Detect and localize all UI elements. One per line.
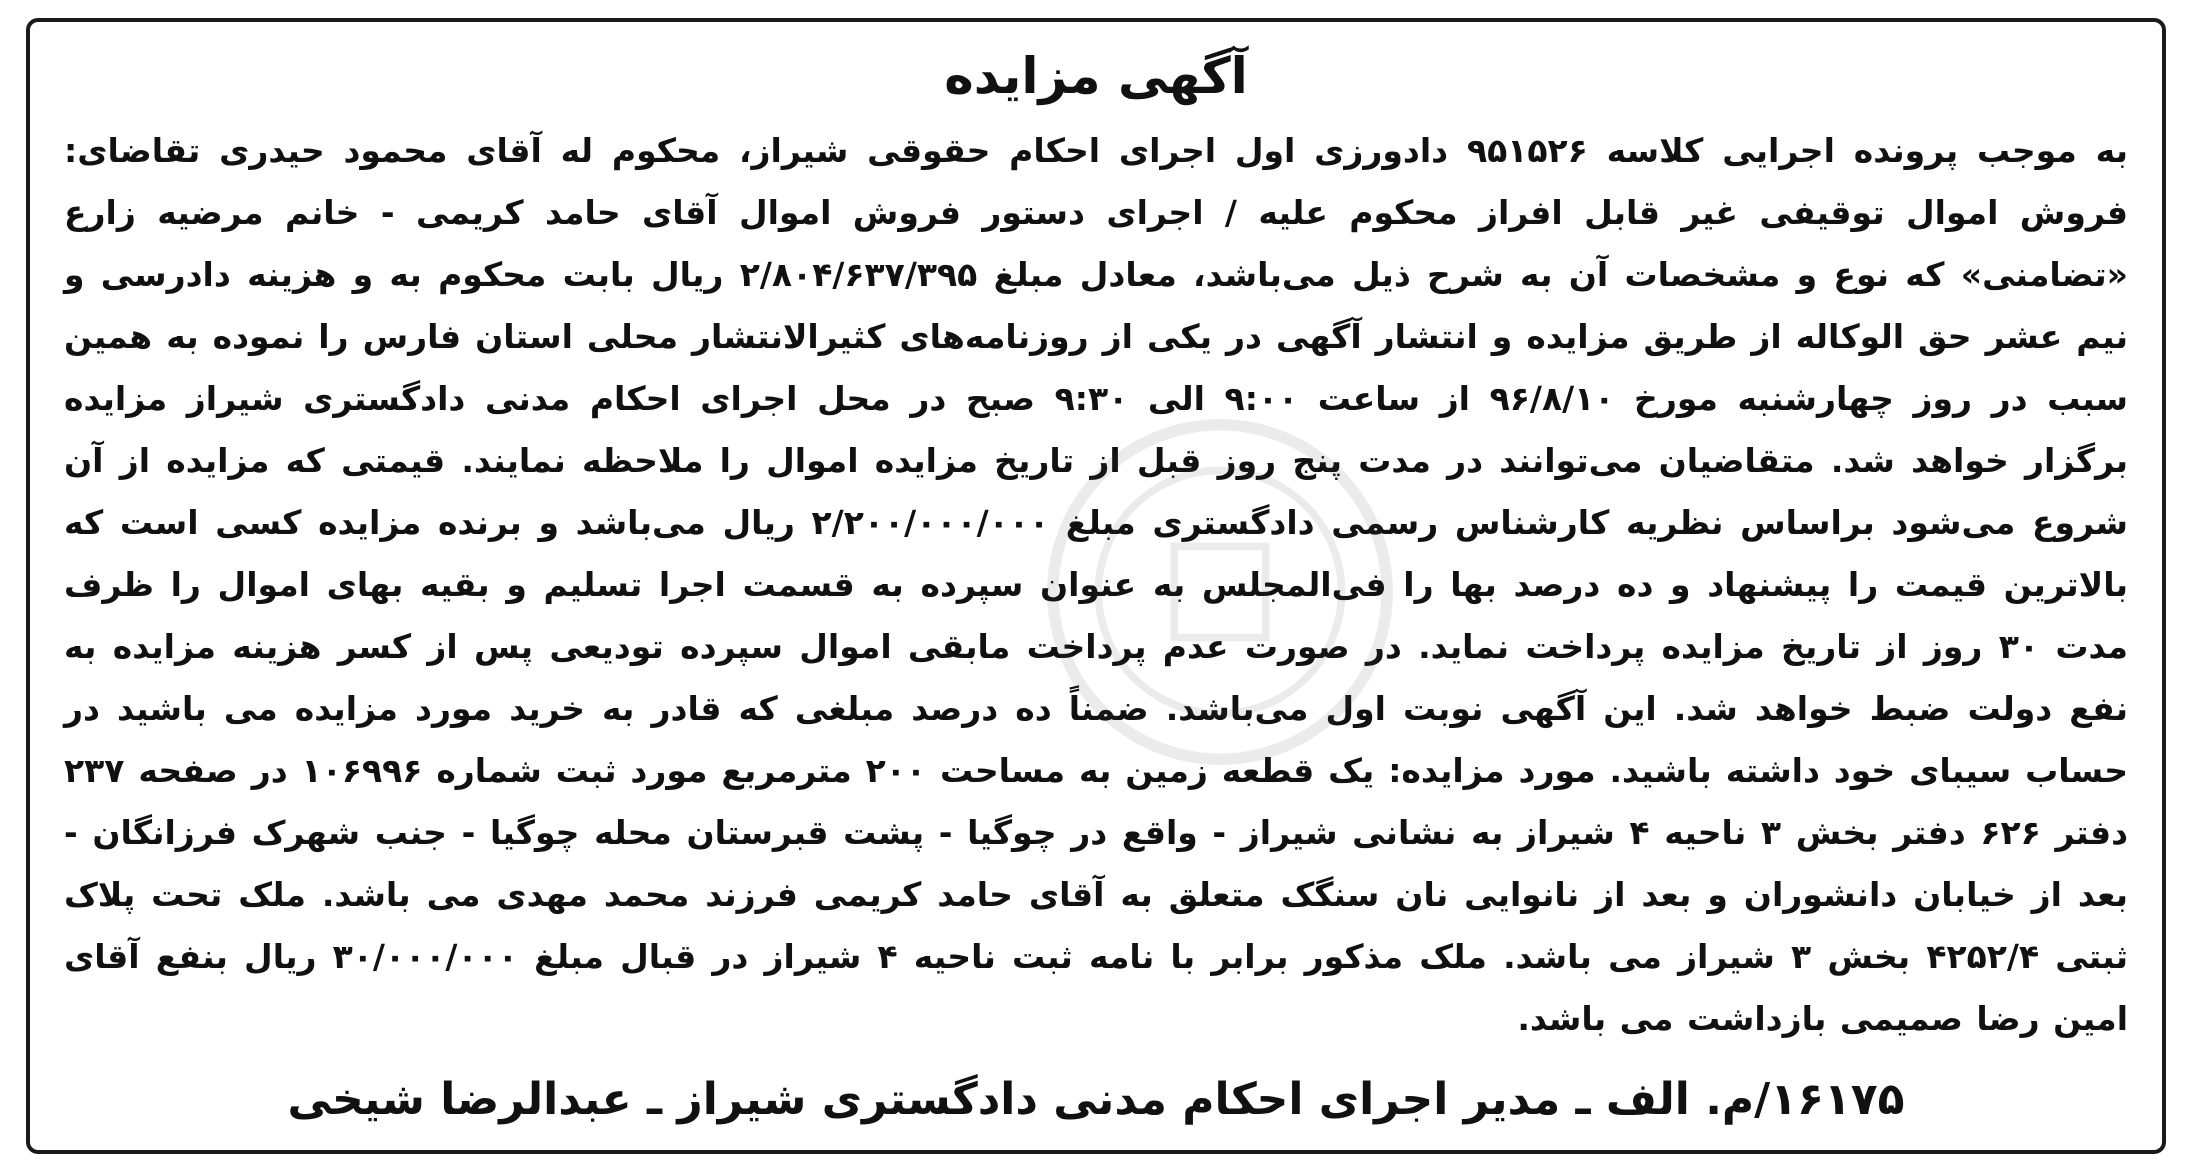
notice-body-paragraph: به موجب پرونده اجرایی کلاسه ۹۵۱۵۲۶ دادورزی اول اجرای احکام حقوقی شیراز، محکوم له آقای محمود حیدری تقاضای: فروش اموال توقیفی غیر قابل افراز محکوم علیه / اجرای دستور فروش اموال آقای حامد کریمی - خانم مرضیه زارع «تضامنی» که نوع و مشخصات آن به شرح ذیل می‌باشد، معادل مبلغ ۲/۸۰۴/۶۳۷/۳۹۵ ریال بابت محکوم به و هزینه دادرسی و نیم عشر حق الوکاله از طریق مزایده و انتشار آگهی در یکی از روزنامه‌های کثیرالانتشار محلی استان فارس را نموده به همین سبب در روز چهارشنبه مورخ ۹۶/۸/۱۰ از ساعت ۹:۰۰ الی ۹:۳۰ صبح در محل اجرای احکام مدنی دادگستری شیراز مزایده برگزار خواهد شد. متقاضیان می‌توانند در مدت پنج روز قبل از تاریخ مزایده اموال را ملاحظه نمایند. قیمتی که مزایده از آن شروع می‌شود براساس نظریه کارشناس رسمی دادگستری مبلغ ۲/۲۰۰/۰۰۰/۰۰۰ ریال می‌باشد و برنده مزایده کسی است که بالاترین قیمت را پیشنهاد و ده درصد بها را فی‌المجلس به عنوان سپرده به قسمت اجرا تسلیم و بقیه بهای اموال را ظرف مدت ۳۰ روز از تاریخ مزایده پرداخت نماید. در صورت عدم پرداخت مابقی اموال سپرده تودیعی پس از کسر هزینه مزایده به نفع دولت ضبط خواهد شد. این آگهی نوبت اول می‌باشد. ضمناً ده درصد مبلغی که قادر به خرید مورد مزایده می باشید در حساب سیبای خود داشته باشید. مورد مزایده: یک قطعه زمین به مساحت ۲۰۰ مترمربع مورد ثبت شماره ۱۰۶۹۹۶ در صفحه ۲۳۷ دفتر ۶۲۶ دفتر بخش ۳ ناحیه ۴ شیراز به نشانی شیراز - واقع در چوگیا - پشت قبرستان محله چوگیا - جنب شهرک فرزانگان - بعد از خیابان دانشوران و بعد از نانوایی نان سنگک متعلق به آقای حامد کریمی فرزند محمد مهدی می باشد. ملک تحت پلاک ثبتی ۴۲۵۲/۴ بخش ۳ شیراز می باشد. ملک مذکور برابر با نامه ثبت ناحیه ۴ شیراز در قبال مبلغ ۳۰/۰۰۰/۰۰۰ ریال بنفع آقای امین رضا صمیمی بازداشت می باشد. xyxy=(64,131,2129,1038)
notice-footer-signature: ۱۶۱۷۵/م. الف ـ مدیر اجرای احکام مدنی دادگستری شیراز ـ عبدالرضا شیخی xyxy=(287,1074,1905,1125)
notice-title: آگهی مزایده xyxy=(944,47,1248,105)
notice-body xyxy=(64,120,2128,1050)
notice-frame xyxy=(26,18,2166,1154)
